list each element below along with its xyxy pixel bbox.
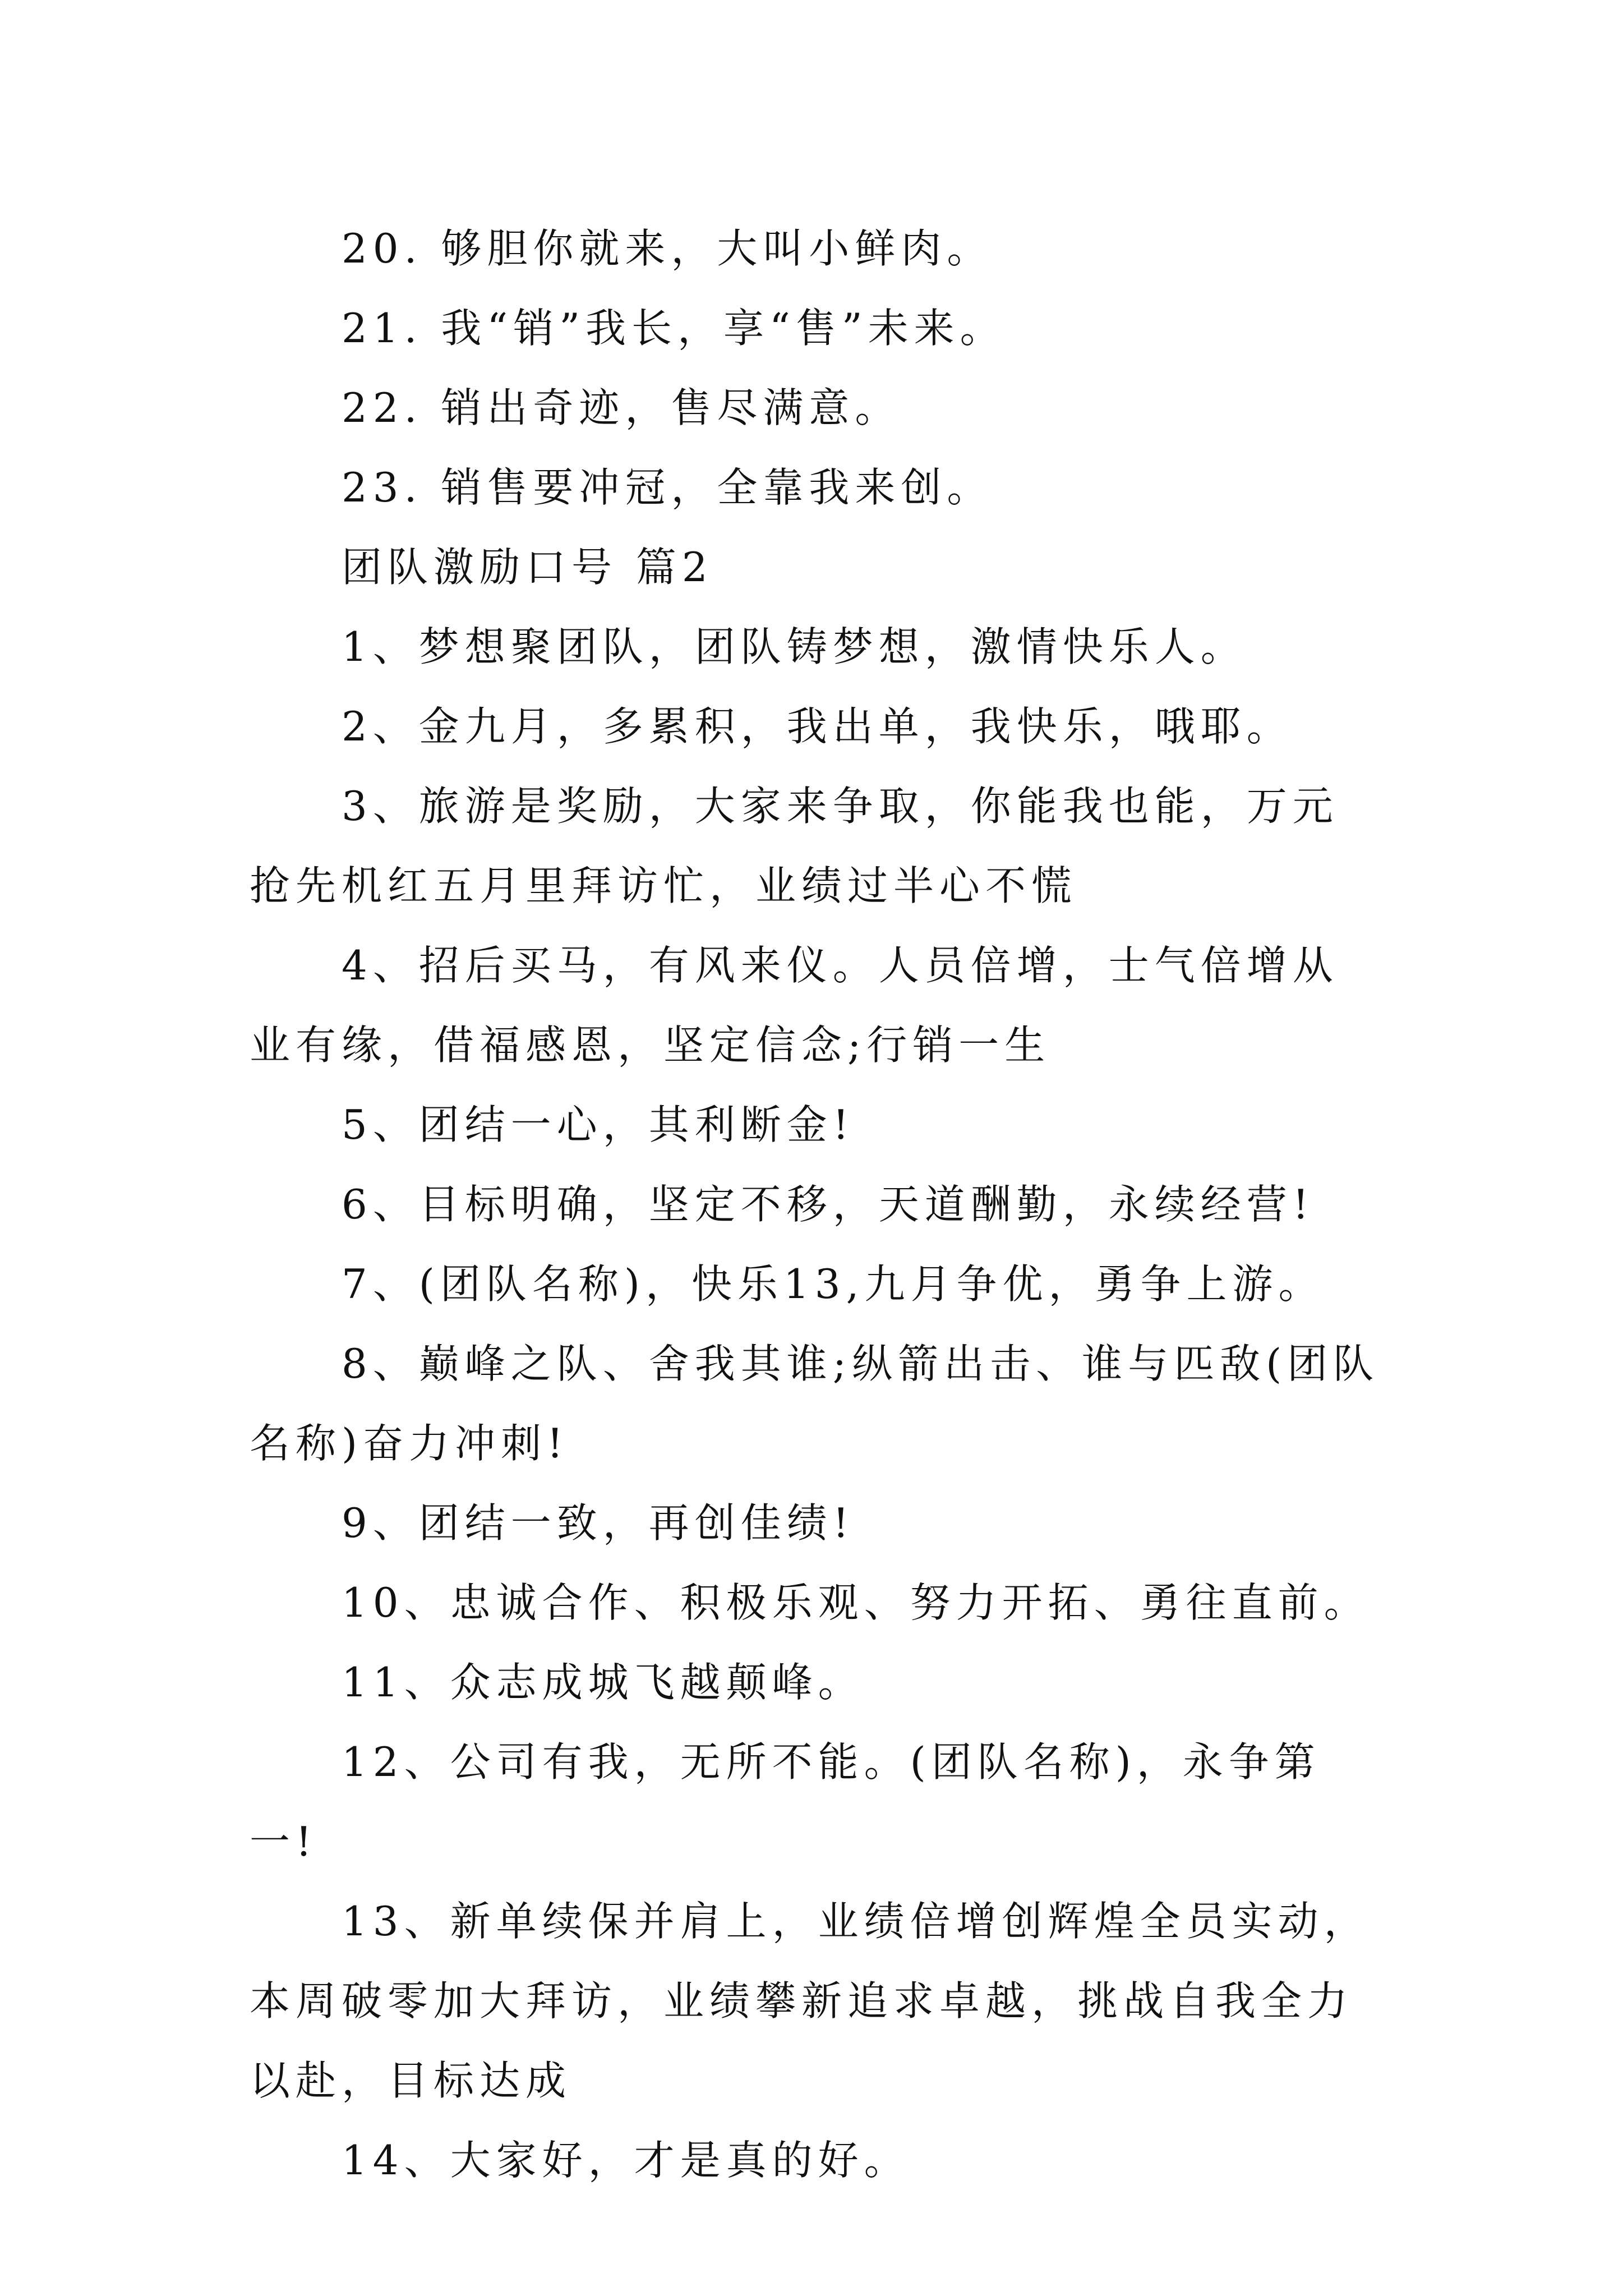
slogan-2: 2、金九月，多累积，我出单，我快乐，哦耶。: [342, 703, 1293, 750]
slogan-13: 13、新单续保并肩上，业绩倍增创辉煌全员实动，本周破零加大拜访，业绩攀新追求卓越，挑战自我全力以赴，目标达成: [250, 1898, 1370, 2104]
slogan-12: 12、公司有我，无所不能。(团队名称)，永争第一!: [250, 1738, 1321, 1865]
slogan-4: 4、招后买马，有风来仪。人员倍增，士气倍增从业有缘，借福感恩，坚定信念;行销一生: [250, 942, 1339, 1069]
slogan-10: 10、忠诚合作、积极乐观、努力开拓、勇往直前。: [342, 1579, 1370, 1626]
slogan-6: 6、目标明确，坚定不移，天道酬勤，永续经营!: [342, 1181, 1315, 1228]
paragraph-21: 21. 我“销”我长，享“售”未来。: [342, 305, 1006, 352]
slogan-14: 14、大家好，才是真的好。: [342, 2137, 910, 2184]
paragraph-22: 22. 销出奇迹，售尽满意。: [342, 384, 901, 431]
slogan-5: 5、团结一心，其利断金!: [342, 1101, 855, 1148]
slogan-7: 7、(团队名称)，快乐13,九月争优，勇争上游。: [342, 1260, 1325, 1308]
slogan-8: 8、巅峰之队、舍我其谁;纵箭出击、谁与匹敌(团队名称)奋力冲刺!: [250, 1340, 1380, 1467]
paragraph-23: 23. 销售要冲冠，全靠我来创。: [342, 464, 993, 511]
slogan-1: 1、梦想聚团队，团队铸梦想，激情快乐人。: [342, 623, 1247, 670]
slogan-3: 3、旅游是奖励，大家来争取，你能我也能，万元抢先机红五月里拜访忙，业绩过半心不慌: [250, 783, 1339, 909]
section-heading: 团队激励口号 篇2: [342, 544, 713, 591]
slogan-9: 9、团结一致，再创佳绩!: [342, 1499, 855, 1547]
paragraph-20: 20. 够胆你就来，大叫小鲜肉。: [342, 225, 993, 272]
document-body: [250, 209, 1382, 2200]
slogan-11: 11、众志成城飞越颠峰。: [342, 1659, 864, 1706]
